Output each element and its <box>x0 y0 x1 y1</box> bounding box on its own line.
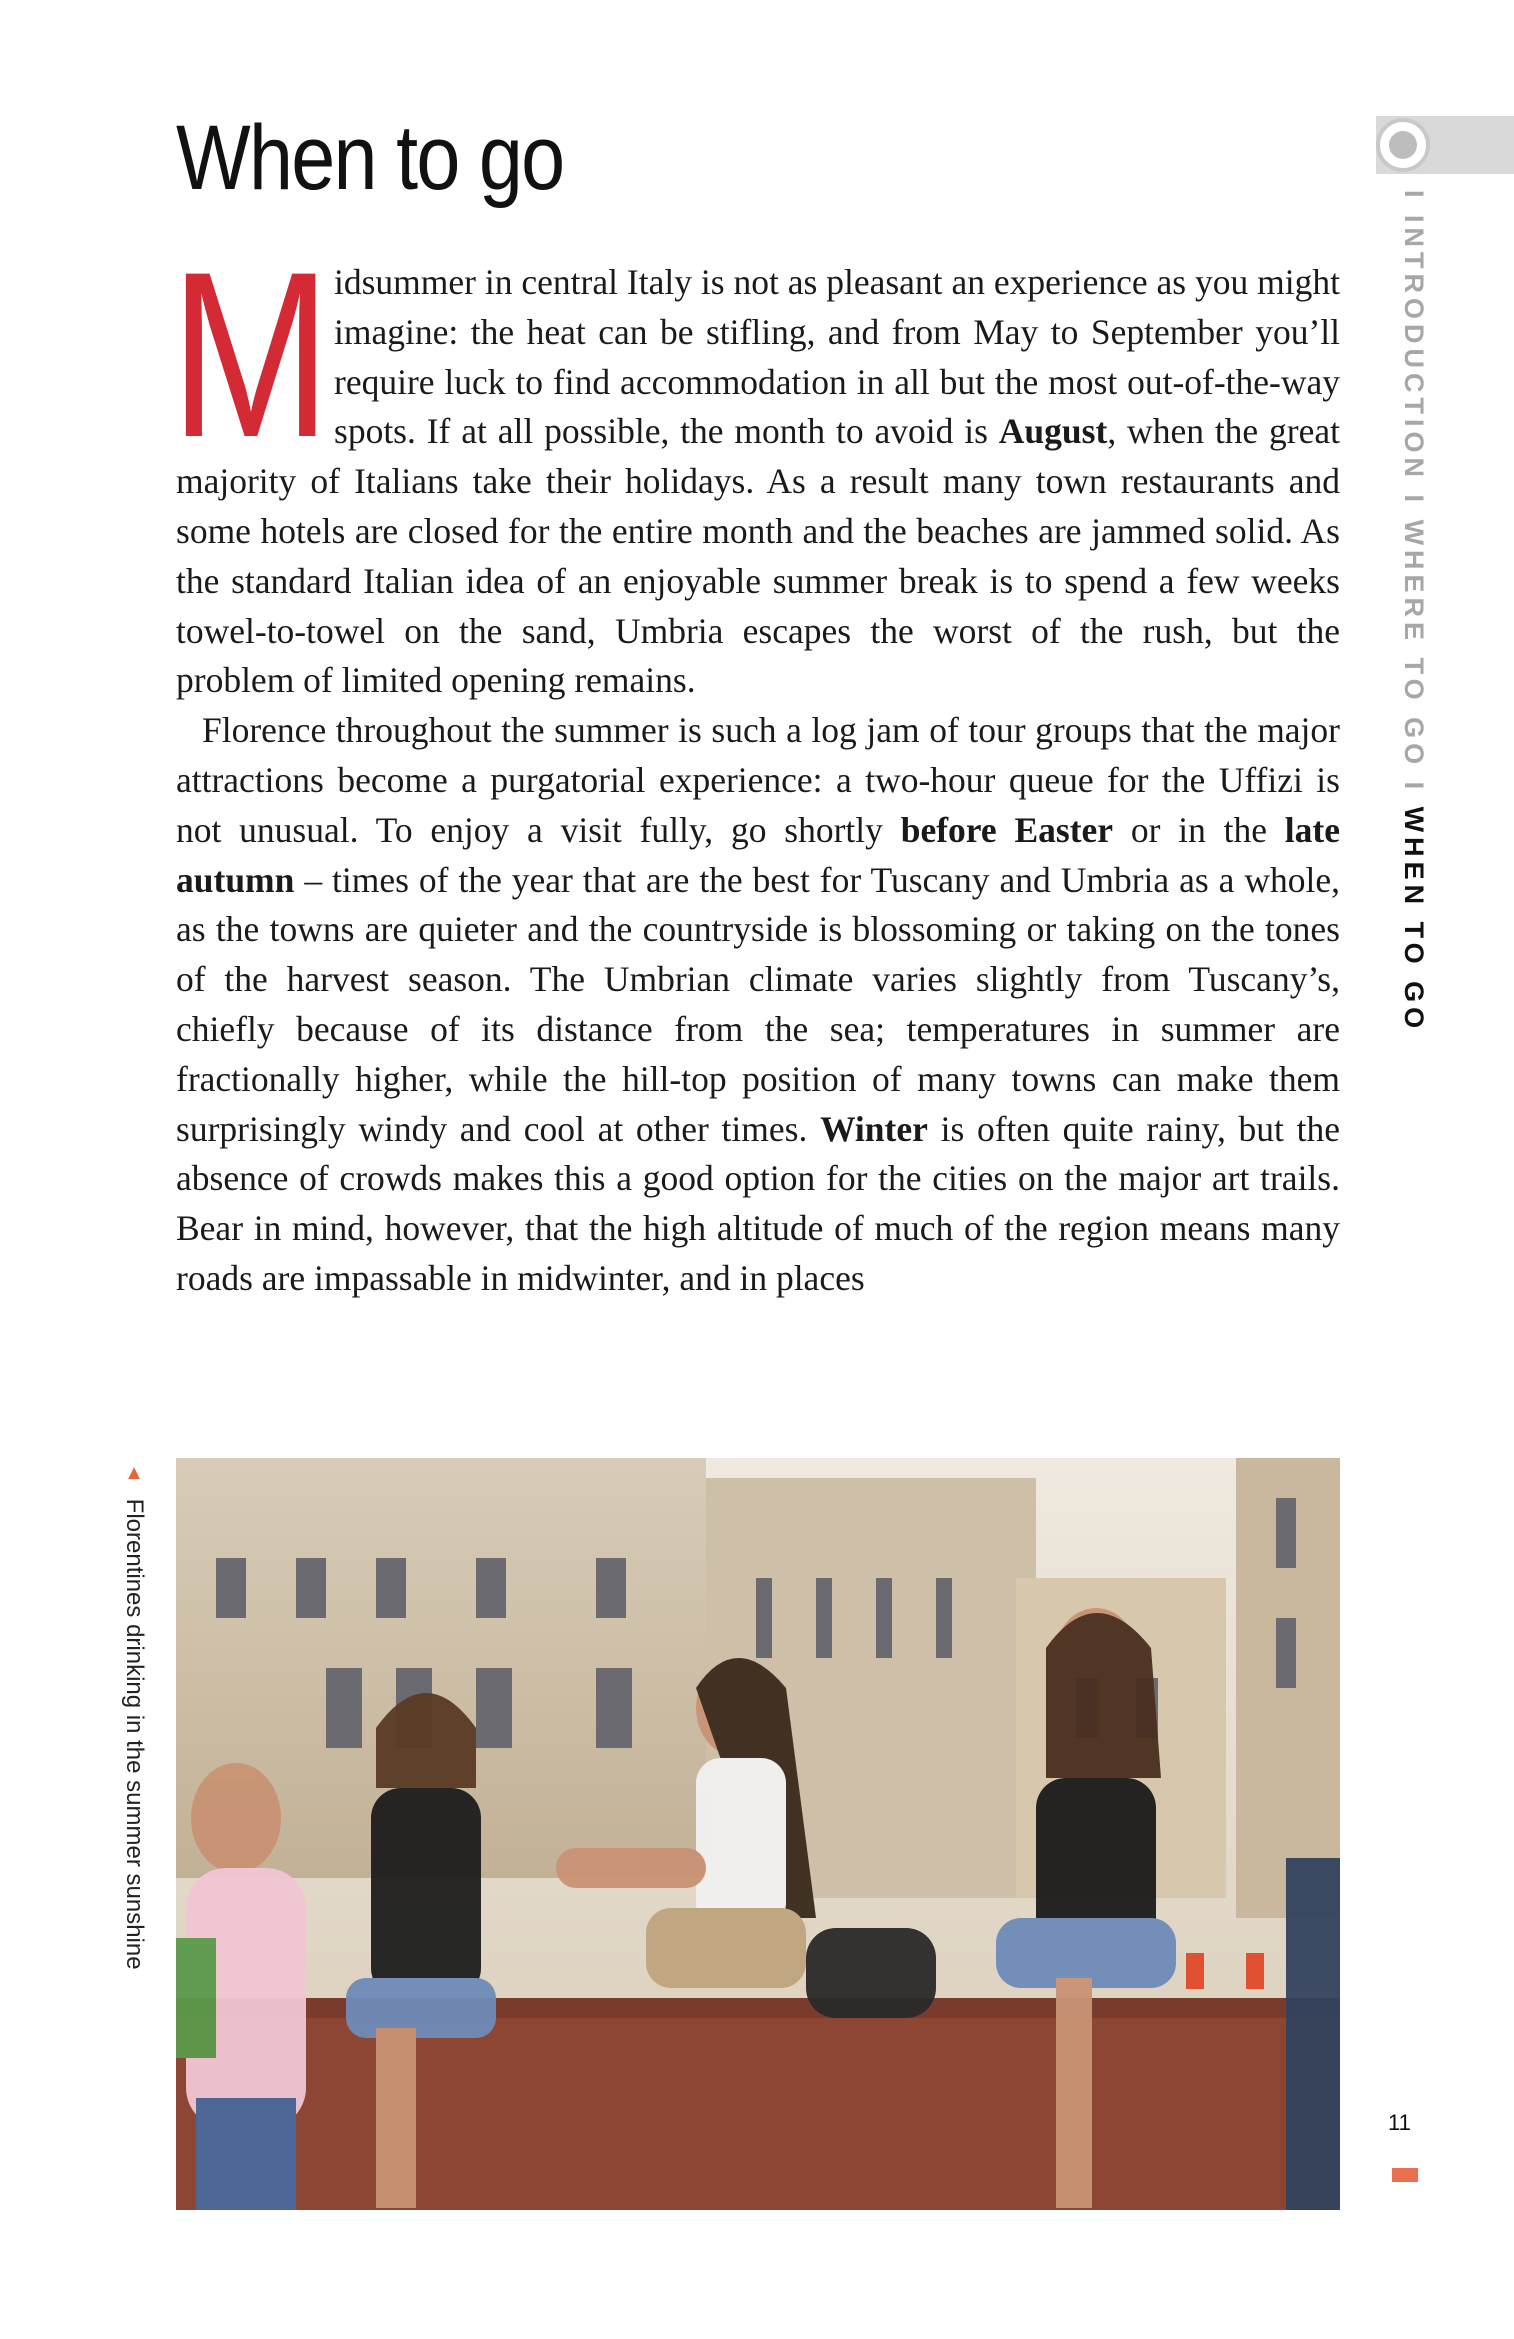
nav-item-introduction: INTRODUCTION <box>1399 215 1429 483</box>
photo-florentines <box>176 1458 1340 2210</box>
photo-illustration <box>176 1458 1340 2210</box>
paragraph-text: is often quite rainy, but the absence of crowds makes this a good option for the cities on the major art trails. Bear in mind, however, that the high altitude of much of the region means many roads are impassable in midwinter, and in places <box>176 1108 1340 1298</box>
nav-separator: I <box>1399 190 1429 203</box>
nav-item-where-to-go: WHERE TO GO <box>1399 519 1429 770</box>
drop-cap: M <box>170 223 332 487</box>
paragraph-2 <box>176 706 1340 1304</box>
bold-term: Winter <box>820 1108 928 1149</box>
paragraph-text: – times of the year that are the best for Tuscany and Umbria as a whole, as the towns are quieter and the countryside is blossoming or taking on the tones of the harvest season. The Umbrian climate varies slightly from Tuscany’s, chiefly because of its distance from the sea; temperatures in summer are fractionally higher, while the hill-top position of many towns can make them surprisingly windy and cool at other times. <box>176 859 1340 1149</box>
page-number: 11 <box>1388 2110 1411 2135</box>
nav-separator: I <box>1399 781 1429 795</box>
paragraph-text: Florence throughout the summer is such a log jam of tour groups that the major attractions become a purgatorial experience: a two-hour queue for the Uffizi is not unusual. To enjoy a visit fully, go shortly <box>176 710 1340 850</box>
paragraph-text: or in the <box>1113 809 1285 850</box>
paragraph-text: idsummer in central Italy is not as pleasant an experience as you might imagine: the heat can be stifling, and from May to September you’ll require luck to find accommodation in all but the most out-of-the-way spots. If at all possible, the month to avoid is <box>334 262 1340 452</box>
paragraph-1 <box>170 223 1341 706</box>
bold-term: late autumn <box>176 809 1340 900</box>
nav-separator: I <box>1399 494 1429 508</box>
bold-term: August <box>998 411 1108 452</box>
page-title: When to go <box>176 107 564 209</box>
caption-arrow-icon: ▲ <box>123 1462 145 1484</box>
page-marker <box>1392 2168 1418 2182</box>
paragraph-text: , when the great majority of Italians take their holidays. As a result many town restaurants and some hotels are closed for the entire month and the beaches are jammed solid. As the standard Italian idea of an enjoyable summer break is to spend a few weeks towel-to-towel on the sand, Umbria escapes the worst of the rush, but the problem of limited opening remains. <box>176 411 1341 701</box>
bold-term: before Easter <box>900 809 1114 850</box>
caption-text: Florentines drinking in the summer sunshine <box>121 1498 148 1970</box>
section-tab-dot-icon <box>1389 131 1417 159</box>
body-text <box>170 223 1341 1304</box>
nav-item-when-to-go: WHEN TO GO <box>1399 806 1429 1034</box>
side-nav <box>1398 190 1429 1033</box>
photo-caption <box>120 1462 148 1970</box>
